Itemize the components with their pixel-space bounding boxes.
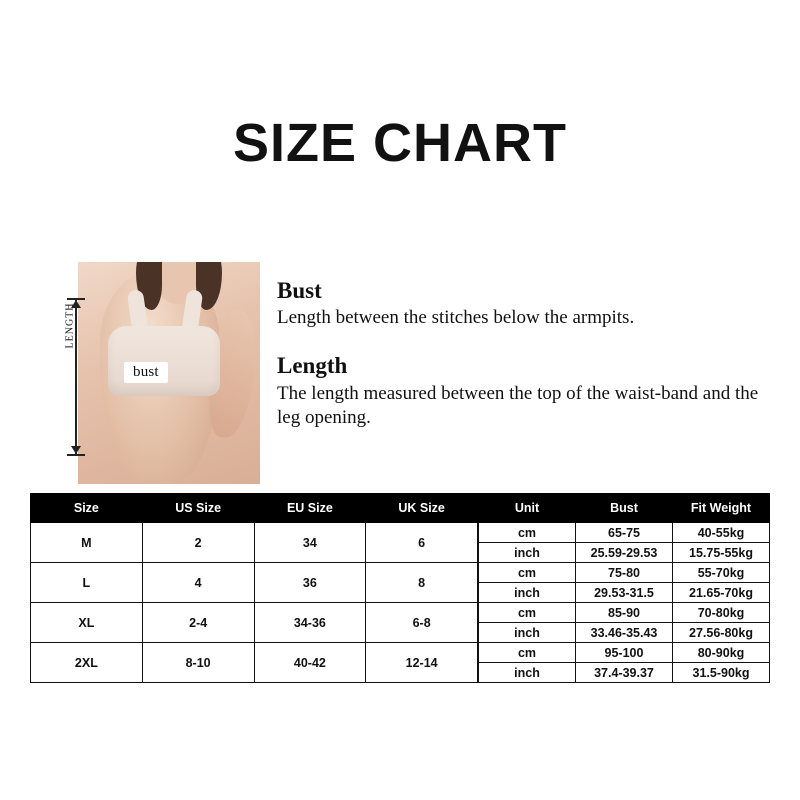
col-header-unit: Unit (479, 494, 576, 523)
cell-bust: 95-100 (576, 643, 673, 663)
cell-bust: 25.59-29.53 (576, 543, 673, 563)
cell-fit-weight: 27.56-80kg (673, 623, 770, 643)
sports-bra (108, 326, 220, 396)
cell-unit: inch (479, 583, 576, 603)
bust-callout-label: bust (124, 362, 168, 383)
col-header-bust: Bust (576, 494, 673, 523)
cell-unit: cm (479, 603, 576, 623)
table-row (479, 563, 770, 583)
cell-uk-size: 6-8 (366, 603, 478, 643)
cell-fit-weight: 55-70kg (673, 563, 770, 583)
cell-unit: cm (479, 643, 576, 663)
measurement-definitions (277, 278, 777, 453)
measurement-table (478, 493, 770, 683)
col-header-eu-size: EU Size (254, 494, 366, 523)
length-callout-label: LENGTH (64, 302, 76, 349)
col-header-uk-size: UK Size (366, 494, 478, 523)
cell-eu-size: 34-36 (254, 603, 366, 643)
cell-unit: cm (479, 523, 576, 543)
definition-term-length: Length (277, 353, 348, 379)
cell-unit: inch (479, 623, 576, 643)
definition-desc-bust: Length between the stitches below the armpits. (277, 307, 635, 329)
cell-fit-weight: 15.75-55kg (673, 543, 770, 563)
cell-fit-weight: 70-80kg (673, 603, 770, 623)
cell-bust: 65-75 (576, 523, 673, 543)
cell-bust: 33.46-35.43 (576, 623, 673, 643)
size-tables (30, 493, 770, 683)
table-row (479, 663, 770, 683)
cell-bust: 75-80 (576, 563, 673, 583)
cell-bust: 85-90 (576, 603, 673, 623)
table-row (479, 543, 770, 563)
cell-unit: inch (479, 543, 576, 563)
table-row (479, 603, 770, 623)
cell-us-size: 2 (142, 523, 254, 563)
cell-fit-weight: 40-55kg (673, 523, 770, 543)
cell-size: L (31, 563, 143, 603)
cell-bust: 29.53-31.5 (576, 583, 673, 603)
cell-us-size: 4 (142, 563, 254, 603)
definition-desc-length: The length measured between the top of the waist-band and the leg opening. (277, 382, 759, 429)
col-header-fit-weight: Fit Weight (673, 494, 770, 523)
cell-fit-weight: 21.65-70kg (673, 583, 770, 603)
model-photo (78, 262, 260, 484)
table-row (31, 523, 478, 563)
table-row (479, 583, 770, 603)
cell-eu-size: 40-42 (254, 643, 366, 683)
cell-uk-size: 8 (366, 563, 478, 603)
definition-term-bust: Bust (277, 278, 322, 303)
cell-size: M (31, 523, 143, 563)
table-header-row (479, 494, 770, 523)
cell-size: XL (31, 603, 143, 643)
cell-uk-size: 12-14 (366, 643, 478, 683)
table-row (479, 523, 770, 543)
size-conversion-table (30, 493, 478, 683)
cell-uk-size: 6 (366, 523, 478, 563)
cell-unit: cm (479, 563, 576, 583)
table-row (479, 643, 770, 663)
table-row (31, 643, 478, 683)
page-title: SIZE CHART (233, 113, 567, 173)
cell-eu-size: 36 (254, 563, 366, 603)
cell-eu-size: 34 (254, 523, 366, 563)
cell-unit: inch (479, 663, 576, 683)
table-header-row (31, 494, 478, 523)
table-row (31, 603, 478, 643)
cell-bust: 37.4-39.37 (576, 663, 673, 683)
product-illustration (60, 262, 260, 484)
cell-us-size: 2-4 (142, 603, 254, 643)
cell-fit-weight: 80-90kg (673, 643, 770, 663)
cell-fit-weight: 31.5-90kg (673, 663, 770, 683)
table-row (31, 563, 478, 603)
table-row (479, 623, 770, 643)
col-header-us-size: US Size (142, 494, 254, 523)
col-header-size: Size (31, 494, 143, 523)
cell-size: 2XL (31, 643, 143, 683)
cell-us-size: 8-10 (142, 643, 254, 683)
